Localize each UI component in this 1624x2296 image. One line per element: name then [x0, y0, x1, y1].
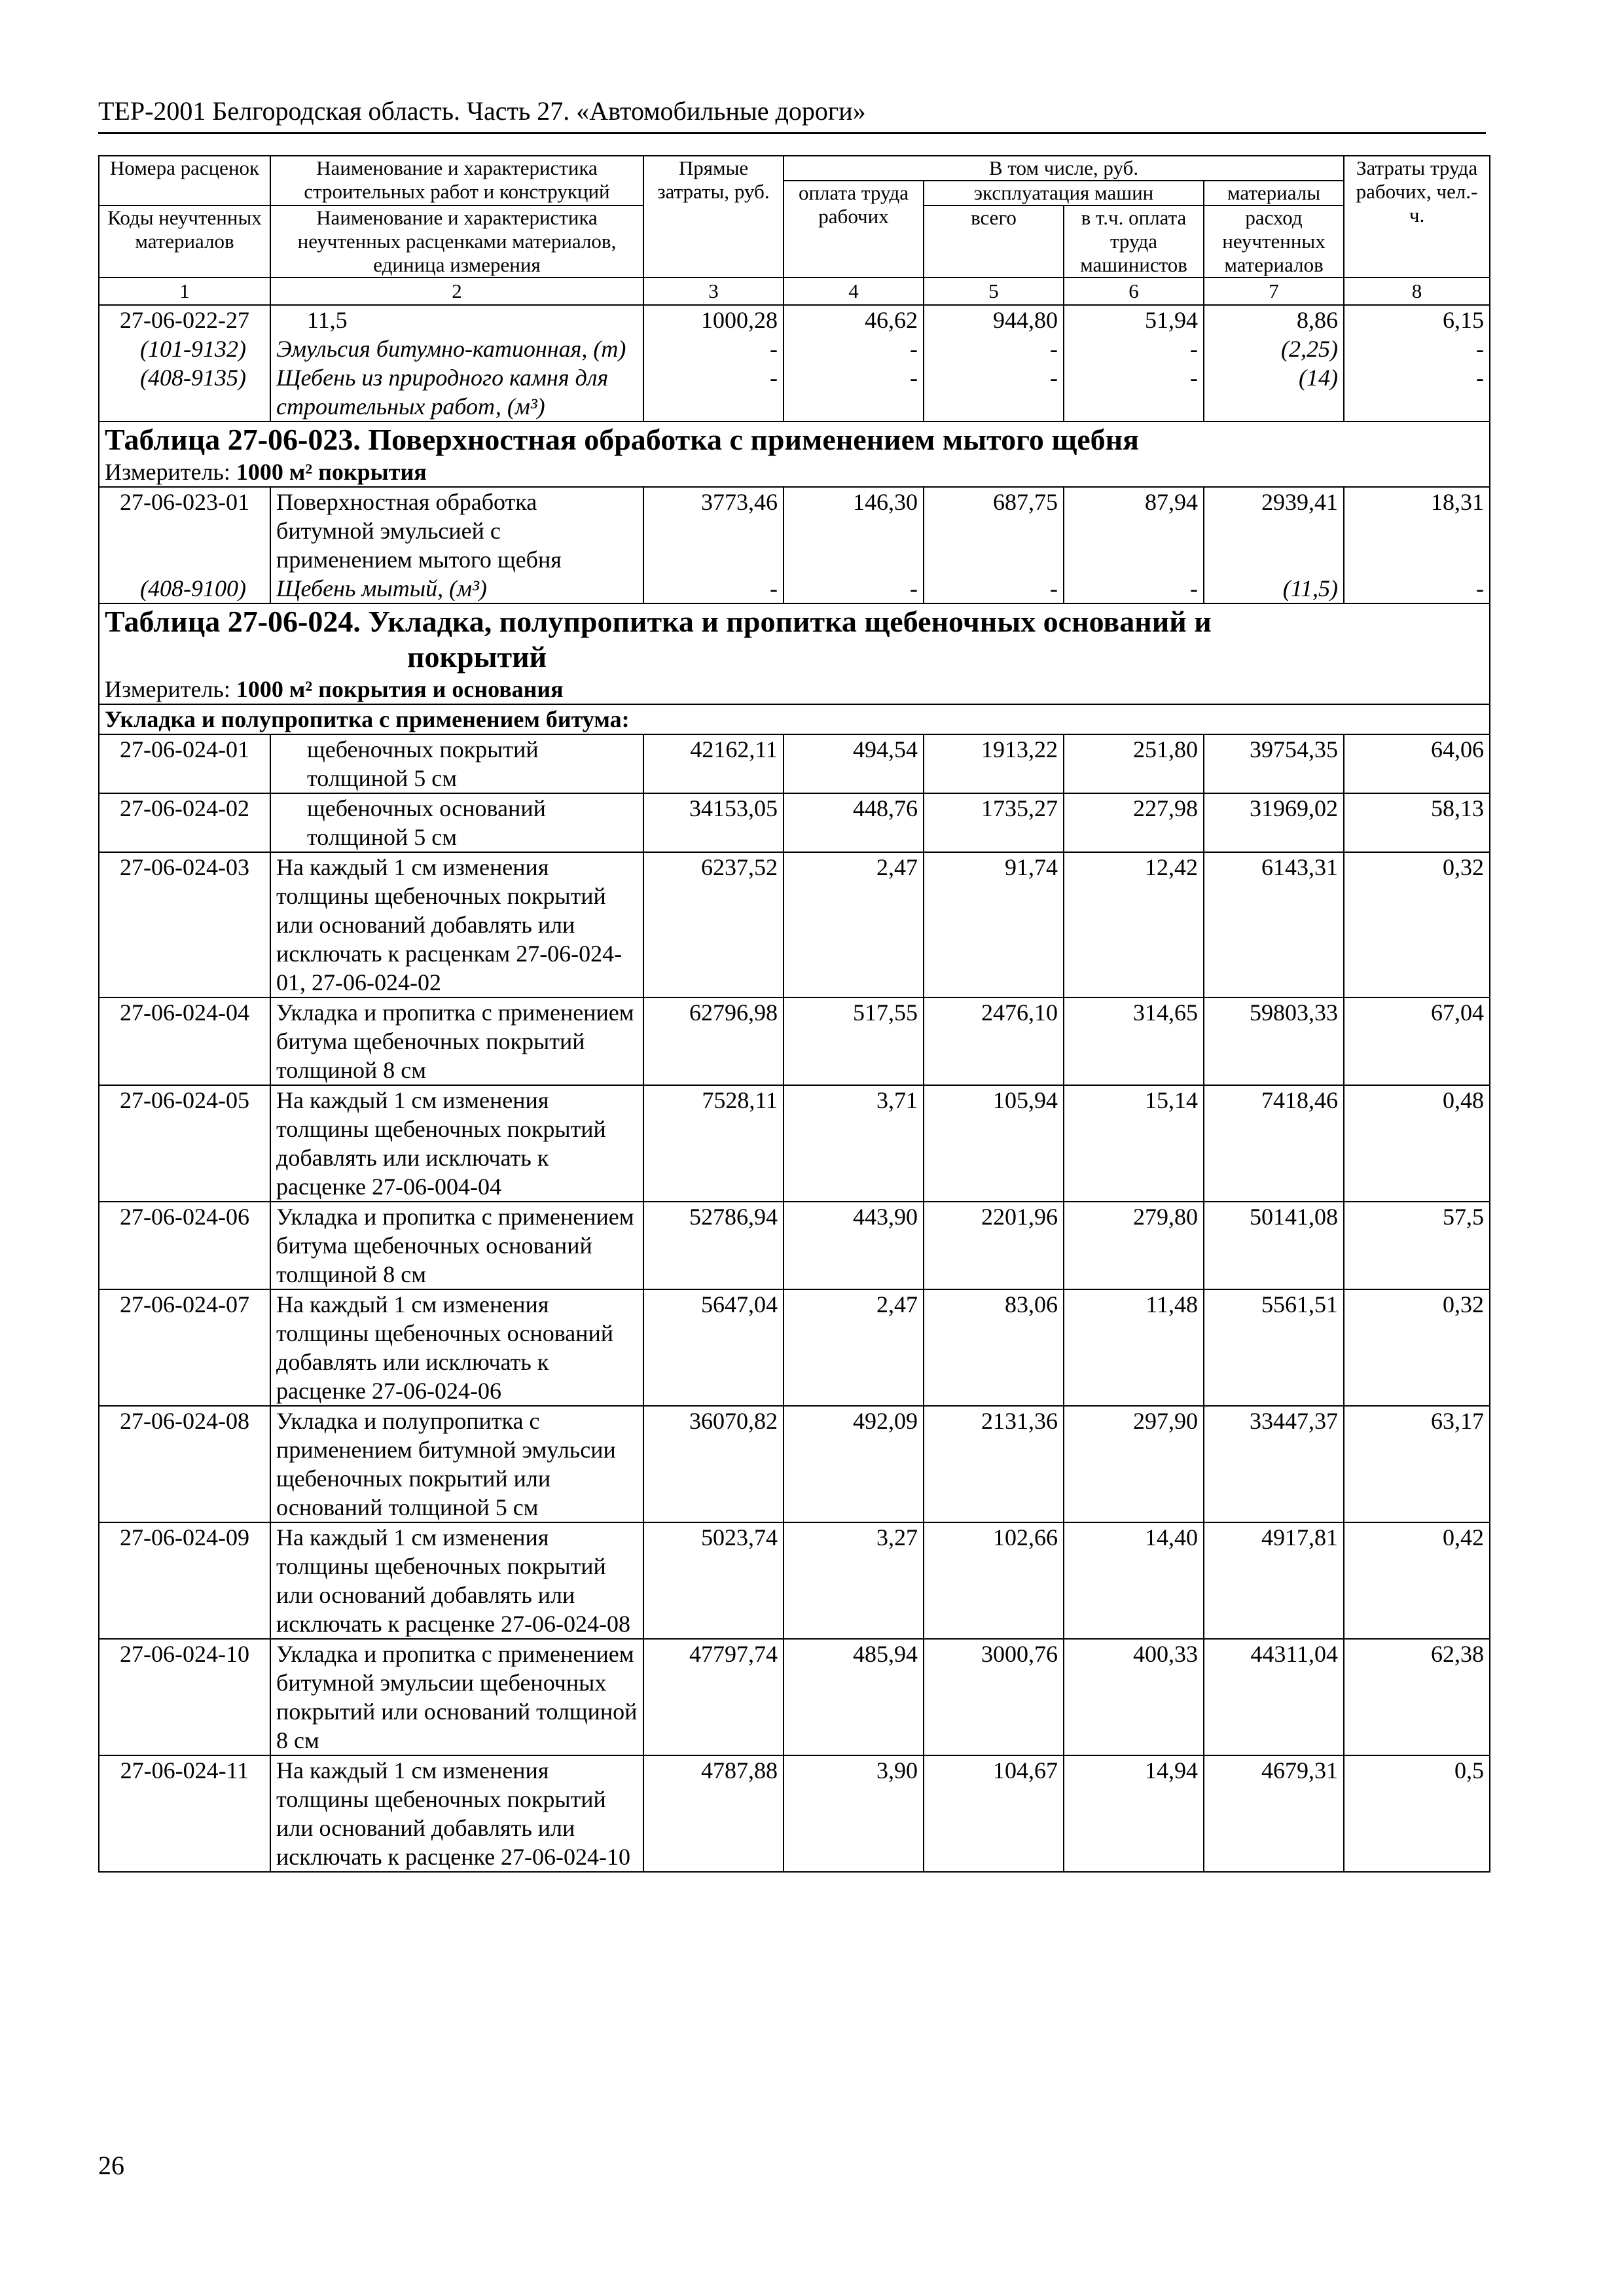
table-row: 27-06-023-01 Поверхностная обработка битумной эмульсией с применением мытого щебня 3773,46 146,30 687,75 87,94 2939,41 18,31 [99, 487, 1490, 574]
table-row [99, 852, 1490, 997]
material-row: (101-9132) Эмульсия битумно-катионная, (т) - - - - (2,25) - [99, 334, 1490, 363]
cell-v6: 314,65 [1064, 997, 1204, 1085]
header-material-use: расход неучтенных материалов [1204, 206, 1344, 278]
table-header-row-1 [99, 156, 1490, 181]
cell-v3: 52786,94 [643, 1202, 784, 1289]
cell-v8: 62,38 [1344, 1639, 1490, 1755]
cell-name: Укладка и пропитка с применением битума щебеночных оснований толщиной 8 см [270, 1202, 643, 1289]
section-title-024: Таблица 27-06-024. Укладка, полупропитка и пропитка щебеночных оснований и покрытий [99, 603, 1490, 675]
cell-v5: 1913,22 [924, 734, 1064, 793]
cell-v8: 0,32 [1344, 1289, 1490, 1406]
cell-name: Укладка и полупропитка с применением битумной эмульсии щебеночных покрытий или оснований толщиной 5 см [270, 1406, 643, 1522]
cell-v8: 0,42 [1344, 1522, 1490, 1639]
cell-v8: 64,06 [1344, 734, 1490, 793]
material-row: (408-9135) Щебень из природного камня для строительных работ, (м³) - - - - (14) - [99, 363, 1490, 422]
cell-v3: 34153,05 [643, 793, 784, 852]
cell-v4: 2,47 [784, 1289, 924, 1406]
table-row [99, 1289, 1490, 1406]
header-materials: материалы [1204, 181, 1344, 206]
cell-code: 27-06-024-10 [99, 1639, 270, 1755]
cell-code: 27-06-024-07 [99, 1289, 270, 1406]
cell-v6: 11,48 [1064, 1289, 1204, 1406]
cell-v4: 448,76 [784, 793, 924, 852]
cell-v4: 494,54 [784, 734, 924, 793]
cell-v6: 297,90 [1064, 1406, 1204, 1522]
cell-v5: 1735,27 [924, 793, 1064, 852]
cell-name: На каждый 1 см изменения толщины щебеночных покрытий или оснований добавлять или исключать к расценкам 27-06-024-01, 27-06-024-02 [270, 852, 643, 997]
cell-v4: 492,09 [784, 1406, 924, 1522]
cell-v8: 67,04 [1344, 997, 1490, 1085]
cell-v6: 227,98 [1064, 793, 1204, 852]
measure-023: Измеритель: 1000 м² покрытия [99, 457, 1490, 487]
cell-v7: 4917,81 [1204, 1522, 1344, 1639]
section-title-023: Таблица 27-06-023. Поверхностная обработка с применением мытого щебня [99, 422, 1490, 457]
cell-code: 27-06-024-04 [99, 997, 270, 1085]
table-row [99, 1522, 1490, 1639]
cell-v3: 5023,74 [643, 1522, 784, 1639]
table-row: 27-06-022-27 11,5 1000,28 46,62 944,80 51,94 8,86 6,15 [99, 305, 1490, 334]
cell-code: 27-06-024-01 [99, 734, 270, 793]
header-work-name: Наименование и характеристика строительных работ и конструкций [270, 156, 643, 206]
cell-code: 27-06-024-06 [99, 1202, 270, 1289]
cell-v8: 63,17 [1344, 1406, 1490, 1522]
column-numbers-row: 1 2 3 4 5 6 7 8 [99, 278, 1490, 305]
cell-v4: 3,27 [784, 1522, 924, 1639]
cell-name: щебеночных оснований толщиной 5 см [270, 793, 643, 852]
rows-024 [99, 734, 1490, 1872]
cell-v3: 6237,52 [643, 852, 784, 997]
cell-v5: 83,06 [924, 1289, 1064, 1406]
cell-v3: 7528,11 [643, 1085, 784, 1202]
cell-v5: 3000,76 [924, 1639, 1064, 1755]
header-machine-operation: эксплуатация машин [924, 181, 1204, 206]
header-material-name: Наименование и характеристика неучтенных расценками материалов, единица измерения [270, 206, 643, 278]
cell-v7: 59803,33 [1204, 997, 1344, 1085]
table-row [99, 1202, 1490, 1289]
cell-code: 27-06-024-11 [99, 1755, 270, 1872]
measure-024: Измеритель: 1000 м² покрытия и основания [99, 675, 1490, 704]
cell-v5: 2476,10 [924, 997, 1064, 1085]
header-machines-total: всего [924, 206, 1064, 278]
cell-v6: 15,14 [1064, 1085, 1204, 1202]
cell-name: На каждый 1 см изменения толщины щебеночных оснований добавлять или исключать к расценке 27-06-024-06 [270, 1289, 643, 1406]
cell-v3: 5647,04 [643, 1289, 784, 1406]
cell-v8: 57,5 [1344, 1202, 1490, 1289]
cell-v3: 4787,88 [643, 1755, 784, 1872]
cell-v7: 44311,04 [1204, 1639, 1344, 1755]
cell-v4: 3,71 [784, 1085, 924, 1202]
table-row [99, 793, 1490, 852]
header-labor-costs: Затраты труда рабочих, чел.-ч. [1344, 156, 1490, 278]
cell-v8: 0,48 [1344, 1085, 1490, 1202]
cell-name: На каждый 1 см изменения толщины щебеночных покрытий добавлять или исключать к расценке 27-06-004-04 [270, 1085, 643, 1202]
header-operator-pay: в т.ч. оплата труда машинистов [1064, 206, 1204, 278]
document-title: ТЕР-2001 Белгородская область. Часть 27. «Автомобильные дороги» [98, 96, 866, 126]
table-row [99, 1085, 1490, 1202]
cell-v4: 485,94 [784, 1639, 924, 1755]
cell-v6: 14,40 [1064, 1522, 1204, 1639]
cell-v7: 6143,31 [1204, 852, 1344, 997]
cell-code: 27-06-024-03 [99, 852, 270, 997]
cell-v7: 4679,31 [1204, 1755, 1344, 1872]
header-worker-pay: оплата труда рабочих [784, 181, 924, 278]
table-row [99, 997, 1490, 1085]
cell-v5: 104,67 [924, 1755, 1064, 1872]
cell-code: 27-06-024-08 [99, 1406, 270, 1522]
cell-v7: 50141,08 [1204, 1202, 1344, 1289]
cell-v4: 443,90 [784, 1202, 924, 1289]
cell-v8: 0,32 [1344, 852, 1490, 997]
cell-v3: 36070,82 [643, 1406, 784, 1522]
cell-v7: 39754,35 [1204, 734, 1344, 793]
rates-table [98, 155, 1490, 1873]
cell-name: На каждый 1 см изменения толщины щебеночных покрытий или оснований добавлять или исключать к расценке 27-06-024-10 [270, 1755, 643, 1872]
cell-v7: 7418,46 [1204, 1085, 1344, 1202]
cell-v4: 3,90 [784, 1755, 924, 1872]
table-row [99, 1639, 1490, 1755]
cell-v4: 517,55 [784, 997, 924, 1085]
cell-v7: 33447,37 [1204, 1406, 1344, 1522]
cell-name: На каждый 1 см изменения толщины щебеночных покрытий или оснований добавлять или исключать к расценке 27-06-024-08 [270, 1522, 643, 1639]
cell-name: щебеночных покрытий толщиной 5 см [270, 734, 643, 793]
cell-v5: 91,74 [924, 852, 1064, 997]
table-row [99, 1406, 1490, 1522]
subsection-heading: Укладка и полупропитка с применением битума: [99, 704, 1490, 734]
cell-v8: 58,13 [1344, 793, 1490, 852]
cell-v6: 279,80 [1064, 1202, 1204, 1289]
header-rate-numbers: Номера расценок [99, 156, 270, 206]
cell-v4: 2,47 [784, 852, 924, 997]
cell-code: 27-06-024-02 [99, 793, 270, 852]
cell-v6: 14,94 [1064, 1755, 1204, 1872]
cell-name: Укладка и пропитка с применением битумной эмульсии щебеночных покрытий или оснований толщиной 8 см [270, 1639, 643, 1755]
cell-v3: 47797,74 [643, 1639, 784, 1755]
cell-v6: 400,33 [1064, 1639, 1204, 1755]
cell-v3: 42162,11 [643, 734, 784, 793]
material-row: (408-9100) Щебень мытый, (м³) - - - - (11,5) - [99, 574, 1490, 603]
table-row [99, 1755, 1490, 1872]
page-number: 26 [98, 2151, 124, 2180]
cell-code: 27-06-024-09 [99, 1522, 270, 1639]
cell-v5: 102,66 [924, 1522, 1064, 1639]
cell-v6: 12,42 [1064, 852, 1204, 997]
header-material-codes: Коды неучтенных материалов [99, 206, 270, 278]
header-direct-costs: Прямые затраты, руб. [643, 156, 784, 278]
cell-v5: 105,94 [924, 1085, 1064, 1202]
cell-v3: 62796,98 [643, 997, 784, 1085]
cell-v7: 5561,51 [1204, 1289, 1344, 1406]
cell-v5: 2201,96 [924, 1202, 1064, 1289]
page-header [98, 92, 1486, 134]
cell-v6: 251,80 [1064, 734, 1204, 793]
header-including: В том числе, руб. [784, 156, 1344, 181]
cell-name: Укладка и пропитка с применением битума щебеночных покрытий толщиной 8 см [270, 997, 643, 1085]
table-row [99, 734, 1490, 793]
cell-v5: 2131,36 [924, 1406, 1064, 1522]
cell-v7: 31969,02 [1204, 793, 1344, 852]
cell-code: 27-06-024-05 [99, 1085, 270, 1202]
cell-v8: 0,5 [1344, 1755, 1490, 1872]
